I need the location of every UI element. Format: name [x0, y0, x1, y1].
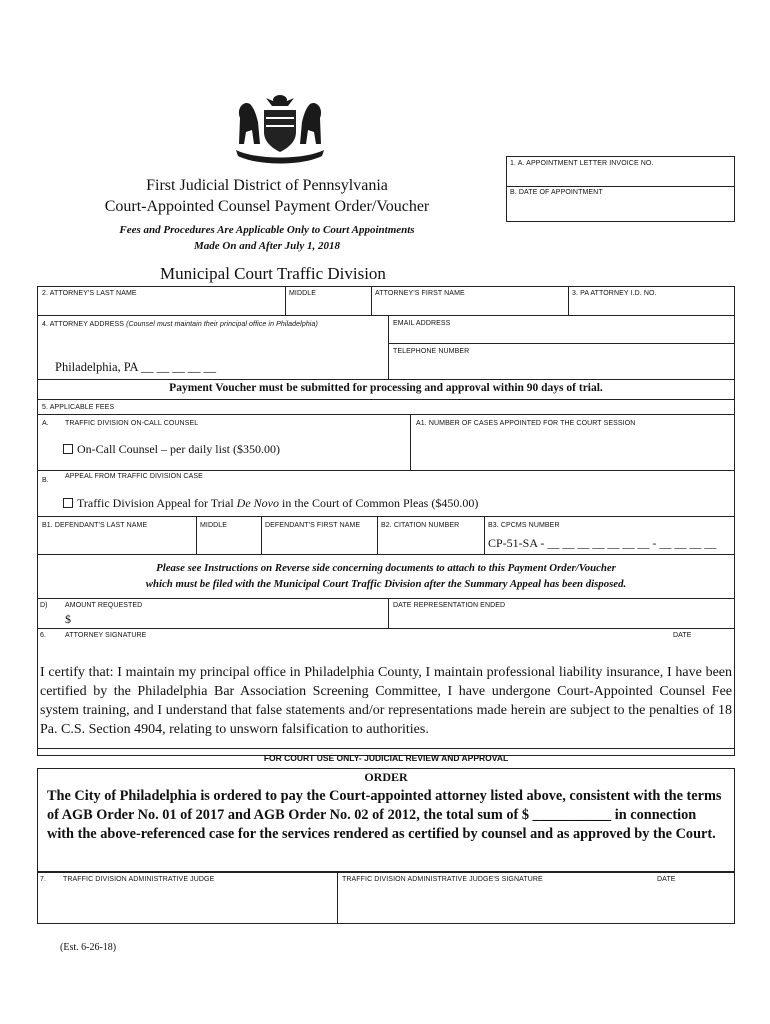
citation-number-field[interactable]: B2. CITATION NUMBER: [381, 522, 460, 529]
defendant-middle-field[interactable]: MIDDLE: [200, 522, 228, 529]
appeal-option[interactable]: Traffic Division Appeal for Trial De Novo in the Court of Common Pleas ($450.00): [63, 496, 478, 511]
signature-number: 6.: [40, 632, 47, 639]
attorney-first-name-field[interactable]: ATTORNEY'S FIRST NAME: [375, 290, 465, 297]
attorney-middle-field[interactable]: MIDDLE: [289, 290, 317, 297]
on-call-option[interactable]: On-Call Counsel – per daily list ($350.00): [63, 442, 280, 457]
submission-deadline-notice: Payment Voucher must be submitted for processing and approval within 90 days of trial.: [169, 382, 603, 394]
fees-notice-line2: Made On and After July 1, 2018: [194, 240, 340, 252]
email-address-field[interactable]: EMAIL ADDRESS: [393, 320, 451, 327]
date-representation-ended-field[interactable]: DATE REPRESENTATION ENDED: [393, 602, 506, 609]
form-title: Court-Appointed Counsel Payment Order/Voucher: [104, 198, 430, 215]
amount-d-letter: D): [40, 602, 48, 609]
cases-appointed-field[interactable]: A1. NUMBER OF CASES APPOINTED FOR THE COURT SESSION: [416, 420, 636, 427]
certification-statement: I certify that: I maintain my principal office in Philadelphia County, I maintain professional liability insurance, I have been certified by the Philadelphia Bar Association Screening Committee, I have undergone Court-Appointed Counsel Fee system training, and I understand that false statements and/or representations made herein are subject to the penalties of 18 Pa. C.S. Section 4904, relating to unsworn falsification to authorities.: [40, 665, 732, 737]
fee-b-label: APPEAL FROM TRAFFIC DIVISION CASE: [65, 473, 203, 480]
city-zip-field[interactable]: Philadelphia, PA __ __ __ __ __: [55, 360, 217, 374]
judge-signature-field[interactable]: TRAFFIC DIVISION ADMINISTRATIVE JUDGE'S SIGNATURE: [342, 876, 543, 883]
fees-notice-line1: Fees and Procedures Are Applicable Only to Court Appointments: [119, 224, 415, 236]
court-use-header: FOR COURT USE ONLY- JUDICIAL REVIEW AND APPROVAL: [263, 753, 509, 763]
fee-b-letter: B.: [42, 477, 49, 484]
date-of-appointment-field[interactable]: B. DATE OF APPOINTMENT: [510, 189, 603, 196]
appeal-checkbox[interactable]: [63, 498, 73, 508]
invoice-no-field[interactable]: 1. A. APPOINTMENT LETTER INVOICE NO.: [510, 160, 654, 167]
amount-requested-label: AMOUNT REQUESTED: [65, 602, 143, 609]
fee-a-letter: A.: [42, 420, 49, 427]
judge-number: 7.: [40, 876, 47, 883]
judge-date-field[interactable]: DATE: [657, 876, 676, 883]
division-title: Municipal Court Traffic Division: [160, 264, 386, 283]
order-text: The City of Philadelphia is ordered to pay the Court-appointed attorney listed above, consistent with the terms of AGB Order No. 01 of 2017 and AGB Order No. 02 of 2012, the total sum of $ ___________ in connection with the above-referenced case for the services rendered as certified by counsel and as approved by the Court.: [47, 788, 722, 842]
form-version: (Est. 6-26-18): [60, 942, 117, 953]
attorney-signature-field[interactable]: ATTORNEY SIGNATURE: [65, 632, 147, 639]
cpcms-number-label: B3. CPCMS NUMBER: [488, 522, 560, 529]
defendant-first-name-field[interactable]: DEFENDANT'S FIRST NAME: [265, 522, 361, 529]
court-name: First Judicial District of Pennsylvania: [146, 177, 388, 194]
order-title: ORDER: [364, 770, 408, 784]
signature-date-field[interactable]: DATE: [673, 632, 692, 639]
instructions-line2: which must be filed with the Municipal Court Traffic Division after the Summary Appeal has been disposed.: [145, 578, 627, 590]
fee-a-label: TRAFFIC DIVISION ON-CALL COUNSEL: [65, 420, 199, 427]
pennsylvania-seal-icon: [226, 88, 334, 166]
attorney-last-name-field[interactable]: 2. ATTORNEY'S LAST NAME: [42, 290, 137, 297]
attorney-address-field[interactable]: 4. ATTORNEY ADDRESS (Counsel must maintain their principal office in Philadelphia): [42, 321, 318, 328]
on-call-checkbox[interactable]: [63, 444, 73, 454]
telephone-number-field[interactable]: TELEPHONE NUMBER: [393, 348, 470, 355]
applicable-fees-heading: 5. APPLICABLE FEES: [42, 404, 115, 411]
amount-requested-field[interactable]: $: [65, 612, 71, 626]
administrative-judge-field[interactable]: TRAFFIC DIVISION ADMINISTRATIVE JUDGE: [63, 876, 215, 883]
instructions-line1: Please see Instructions on Reverse side concerning documents to attach to this Payment Order/Voucher: [156, 562, 616, 574]
cpcms-number-field[interactable]: CP-51-SA - __ __ __ __ __ __ __ - __ __ __ __: [488, 536, 717, 550]
defendant-last-name-field[interactable]: B1. DEFENDANT'S LAST NAME: [42, 522, 148, 529]
pa-attorney-id-field[interactable]: 3. PA ATTORNEY I.D. NO.: [572, 290, 657, 297]
